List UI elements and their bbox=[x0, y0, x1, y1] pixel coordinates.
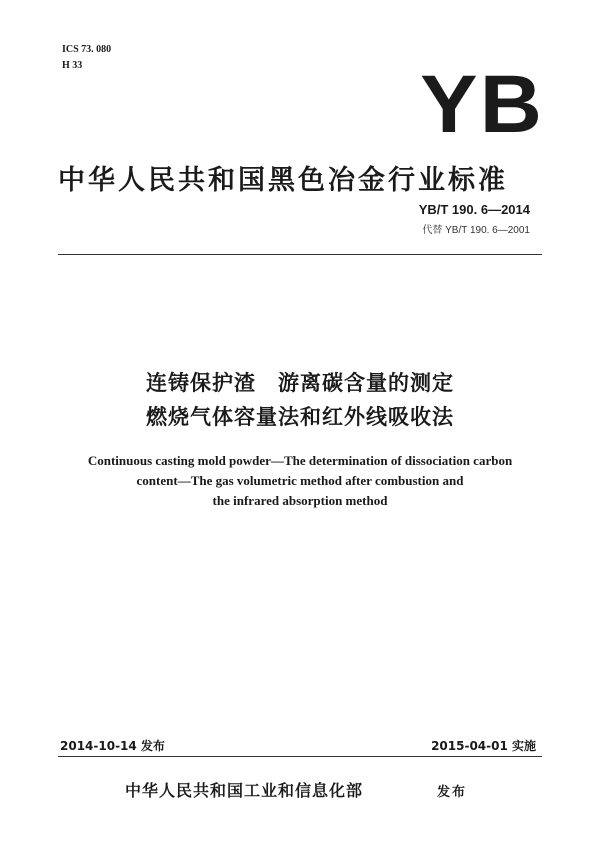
issue-label: 发布 bbox=[437, 785, 468, 800]
en-title-line-2: content—The gas volumetric method after combustion and bbox=[136, 473, 464, 488]
replaces-standard: 代替 YB/T 190. 6—2001 bbox=[422, 225, 530, 236]
en-title-line-3: the infrared absorption method bbox=[212, 493, 388, 508]
release-date: 2014-10-14 发布 bbox=[60, 739, 165, 753]
ics-code: ICS 73. 080 bbox=[62, 44, 112, 55]
issuing-authority: 中华人民共和国工业和信息化部 bbox=[125, 781, 364, 800]
top-divider bbox=[58, 254, 542, 255]
zh-title-line-2: 燃烧气体容量法和红外线吸收法 bbox=[146, 405, 454, 429]
yb-logo: YB bbox=[420, 59, 544, 150]
zh-title-line-1: 连铸保护渣 游离碳含量的测定 bbox=[146, 371, 454, 395]
bottom-divider bbox=[58, 756, 542, 757]
standard-number: YB/T 190. 6—2014 bbox=[418, 202, 530, 217]
en-title-line-1: Continuous casting mold powder—The determination of dissociation carbon bbox=[87, 453, 513, 468]
ccs-code: H 33 bbox=[62, 60, 83, 71]
implementation-date: 2015-04-01 实施 bbox=[431, 739, 536, 753]
standard-category-title: 中华人民共和国黑色冶金行业标准 bbox=[58, 165, 508, 196]
